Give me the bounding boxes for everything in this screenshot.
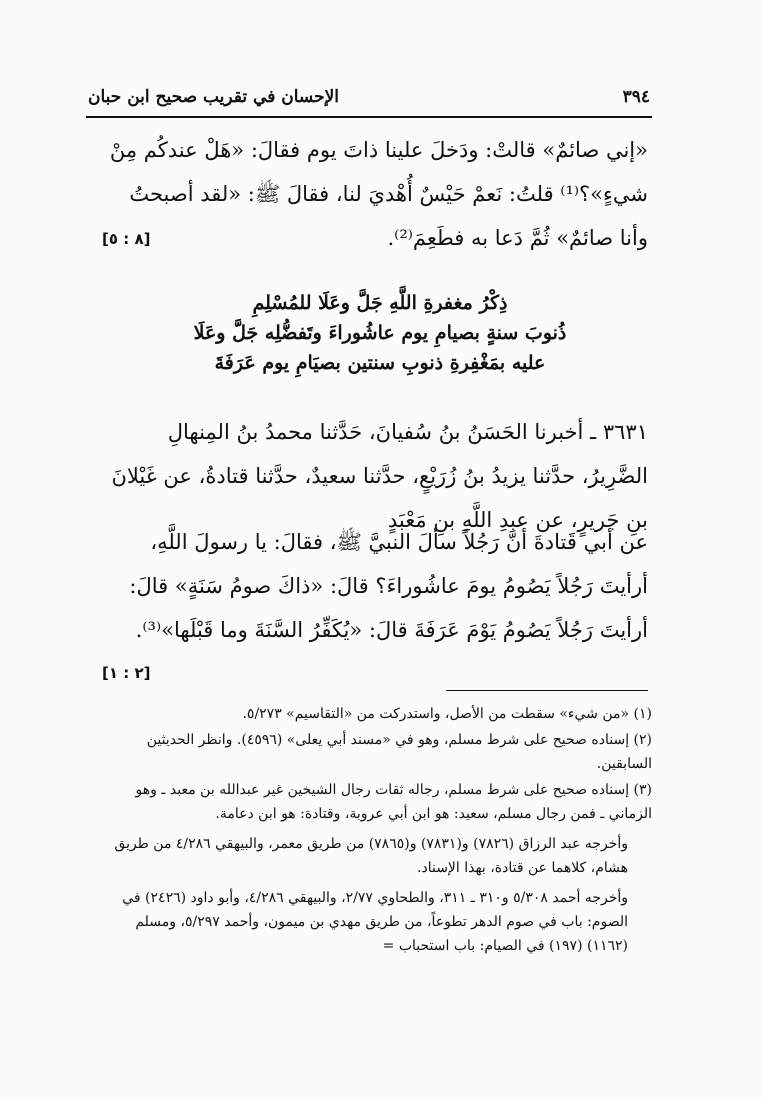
chapter-heading-line: ذِكْرُ مغفرةِ اللَّهِ جَلَّ وعَلَا للمُسْلِمِ <box>252 292 508 314</box>
previous-hadith-reference: [٨ : ٥] <box>102 230 151 248</box>
footnote-continuation: وأخرجه أحمد ٥/٣٠٨ و٣١٠ ـ ٣١١، والطحاوي ٢/٧٧، والبيهقي ٤/٢٨٦، وأبو داود (٢٤٢٦) في الصوم: باب في صوم الدهر تطوعاً، من طريق مهدي بن ميمون، وأحمد ٥/٢٩٧، ومسلم (١١٦٢) (١٩٧) في الصيام: باب استحباب = <box>122 890 628 954</box>
hadith-reference: [٢ : ١] <box>102 664 151 682</box>
chapter-heading <box>150 288 610 378</box>
hadith-matn: عن أبي قَتادةَ أنَّ رَجُلاً سألَ النبيَّ ﷺ، فقالَ: يا رسولَ اللَّهِ، أرأيتَ رَجُلاً يَصُومُ يومَ عاشُوراءَ؟ قالَ: «ذاكَ صومُ سَنَةٍ» قالَ: أرأيتَ رَجُلاً يَصُومُ يَوْمَ عَرَفَةَ قالَ: «يُكَفِّرُ السَّنَةَ وما قَبْلَها»⁽³⁾. <box>129 530 648 642</box>
running-header <box>88 82 650 112</box>
hadith-isnad: ٣٦٣١ ـ أخبرنا الحَسَنُ بنُ سُفيانَ، حَدَّثنا محمدُ بنُ المِنهالِ الضَّرِيرُ، حدَّثنا يزيدُ بنُ زُرَيْعٍ، حدَّثنا سعيدٌ، حدَّثنا قتادةُ، عن غَيْلانَ بنِ جَريرٍ، عن عبدِ اللَّهِ بنِ مَعْبَدٍ <box>111 420 648 532</box>
footnote: (٢) إسناده صحيح على شرط مسلم، وهو في «مسند أبي يعلى» (٤٥٩٦). وانظر الحديثين السابقين. <box>146 732 652 772</box>
book-title: الإحسان في تقريب صحيح ابن حبان <box>88 87 339 107</box>
footnote: (١) «من شيء» سقطت من الأصل، واستدركت من «التقاسيم» ٥/٢٧٣. <box>242 706 652 722</box>
footnote-continuation: وأخرجه عبد الرزاق (٧٨٢٦) و(٧٨٣١) و(٧٨٦٥) من طريق معمر، والبيهقي ٤/٢٨٦ من طريق هشام، كلاهما عن قتادة، بهذا الإسناد. <box>114 836 628 876</box>
footnote: (٣) إسناده صحيح على شرط مسلم، رجاله ثقات رجال الشيخين غير عبدالله بن معبد ـ وهو الزماني ـ فمن رجال مسلم، سعيد: هو ابن أبي عروبة، وقتادة: هو ابن دعامة. <box>135 782 652 822</box>
chapter-heading-line: ذُنوبَ سنةٍ بصيامِ يوم عاشُوراءَ وتَفضُّلِه جَلَّ وعَلَا <box>193 322 567 344</box>
header-rule <box>86 116 652 118</box>
footnote-separator <box>446 690 648 691</box>
previous-hadith-text: «إني صائمٌ» قالتْ: ودَخلَ علينا ذاتَ يوم فقالَ: «هَلْ عندكُم مِنْ شيءٍ»؟⁽¹⁾ قلتُ: نَعمْ حَيْسٌ أُهْديَ لنا، فقالَ ﷺ: «لقد أصبحتُ وأنا صائمٌ» ثُمَّ دَعا به فطَعِمَ⁽²⁾. <box>109 138 648 250</box>
page-number: ٣٩٤ <box>622 87 650 107</box>
chapter-heading-line: عليه بمَغْفِرةِ ذنوبِ سنتين بصيَامِ يوم عَرَفَةَ <box>214 352 546 374</box>
footnotes <box>100 702 652 960</box>
